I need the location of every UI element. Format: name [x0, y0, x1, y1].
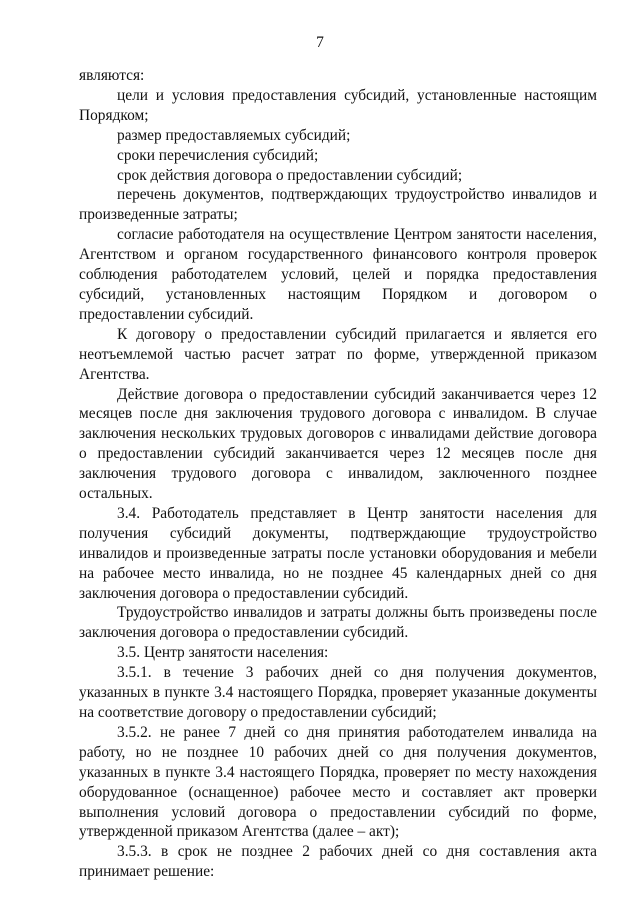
- paragraph-transfer-terms: сроки перечисления субсидий;: [117, 146, 319, 164]
- paragraph-section-3-5-3: 3.5.3. в срок не позднее 2 рабочих дней со дня составления акта принимает решение:: [79, 843, 597, 881]
- paragraph-section-3-5-1: 3.5.1. в течение 3 рабочих дней со дня получения документов, указанных в пункте 3.4 настоящего Порядка, проверяет указанные документы на соответствие договору о предоставлении субсидий;: [79, 664, 597, 721]
- paragraph-employment-after-contract: Трудоустройство инвалидов и затраты должны быть произведены после заключения договора о предоставлении субсидий.: [79, 604, 597, 642]
- paragraph-contract-term: срок действия договора о предоставлении субсидий;: [117, 166, 463, 184]
- paragraph-employer-consent: согласие работодателя на осуществление Центром занятости населения, Агентством и органом государственного финансового контроля проверок соблюдения работодателем условий, целей и порядка предоставления субсидий, установленных настоящим Порядком и договором о предоставлении субсидий.: [79, 226, 597, 323]
- paragraph-cost-calculation: К договору о предоставлении субсидий прилагается и является его неотъемлемой частью расчет затрат по форме, утвержденной приказом Агентства.: [79, 325, 597, 383]
- paragraph-contract-duration: Действие договора о предоставлении субсидий заканчивается через 12 месяцев после дня заключения трудового договора с инвалидом. В случае заключения нескольких трудовых договоров с инвалидами действие договора о предоставлении субсидий заканчивается через 12 месяцев после дня заключения трудового договора с инвалидом, заключенного позднее остальных.: [79, 385, 597, 503]
- paragraph-continuation: являются:: [79, 67, 145, 84]
- paragraph-section-3-4: 3.4. Работодатель представляет в Центр занятости населения для получения субсидий документы, подтверждающие трудоустройство инвалидов и произведенные затраты после установки оборудования и мебели на рабочее место инвалида, но не позднее 45 календарных дней со дня заключения договора о предоставлении субсидий.: [79, 504, 597, 602]
- document-body: [79, 66, 597, 882]
- page-number: 7: [316, 34, 324, 51]
- paragraph-section-3-5: 3.5. Центр занятости населения:: [117, 644, 329, 662]
- paragraph-goals-conditions: цели и условия предоставления субсидий, установленные настоящим Порядком;: [79, 86, 597, 124]
- paragraph-subsidy-amount: размер предоставляемых субсидий;: [117, 126, 351, 144]
- paragraph-documents-list: перечень документов, подтверждающих трудоустройство инвалидов и произведенные затраты;: [79, 186, 597, 224]
- paragraph-section-3-5-2: 3.5.2. не ранее 7 дней со дня принятия работодателем инвалида на работу, но не позднее 10 рабочих дней со дня получения документов, указанных в пункте 3.4 настоящего Порядка, проверяет по месту нахождения оборудованное (оснащенное) рабочее место и составляет акт проверки выполнения условий договора о предоставлении субсидий по форме, утвержденной приказом Агентства (далее – акт);: [79, 723, 597, 841]
